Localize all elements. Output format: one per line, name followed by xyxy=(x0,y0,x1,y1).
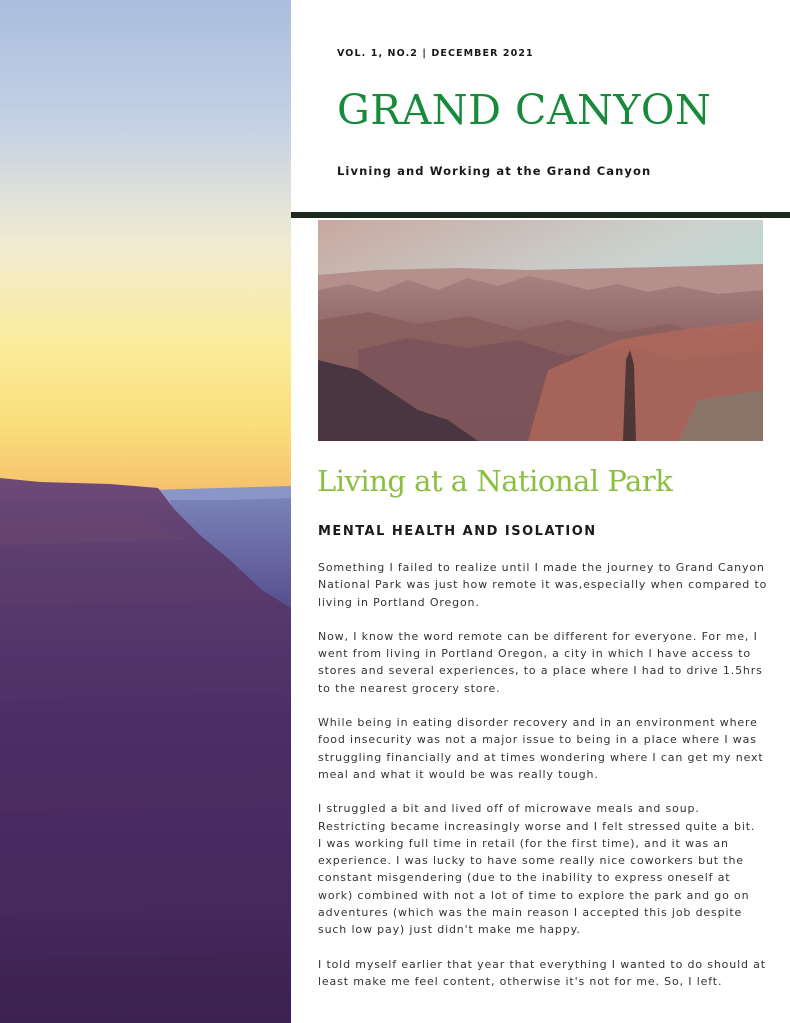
header-divider xyxy=(291,212,790,218)
article-paragraph: I told myself earlier that year that everything I wanted to do should at least make me feel content, otherwise it's not for me. So, I left. xyxy=(318,957,766,988)
article-body xyxy=(318,559,768,1007)
article-paragraph: While being in eating disorder recovery and in an environment where food insecurity was not a major issue to being in a place where I was struggling financially and at times wondering where I can get my next meal and what it would be was really tough. xyxy=(318,716,764,781)
newsletter-title: GRAND CANYON xyxy=(337,86,712,134)
tagline: Livning and Working at the Grand Canyon xyxy=(337,164,652,178)
sunset-canyon-photo xyxy=(0,0,291,1023)
article-paragraph: Now, I know the word remote can be different for everyone. For me, I went from living in Portland Oregon, a city in which I have access to stores and several experiences, to a place where I had to drive 1.5hrs to the nearest grocery store. xyxy=(318,629,763,695)
article-paragraph: Something I failed to realize until I made the journey to Grand Canyon National Park was just how remote it was,especially when compared to living in Portland Oregon. xyxy=(318,561,768,609)
issue-info: VOL. 1, NO.2 | DECEMBER 2021 xyxy=(337,48,534,59)
grand-canyon-vista-photo xyxy=(318,220,763,441)
article-paragraph: I struggled a bit and lived off of microwave meals and soup. Restricting became increasingly worse and I felt stressed quite a bit. I was working full time in retail (for the first time), and it was an experience. I was lucky to have some really nice coworkers but the constant misgendering (due to the inability to express oneself at work) combined with not a lot of time to explore the park and go on adventures (which was the main reason I accepted this job despite such low pay) just didn't make me happy. xyxy=(318,802,756,937)
article-subheading: MENTAL HEALTH AND ISOLATION xyxy=(318,524,597,539)
section-title: Living at a National Park xyxy=(317,464,673,498)
